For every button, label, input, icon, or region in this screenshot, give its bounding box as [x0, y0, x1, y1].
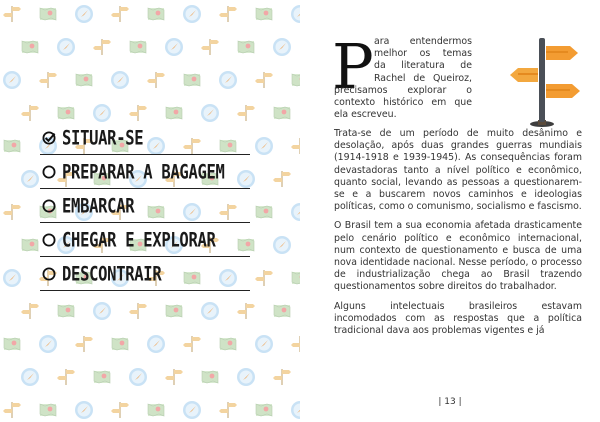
signpost-pattern-icon: [255, 270, 273, 286]
empty-circle-icon: [42, 233, 56, 247]
checklist-item-descontrair: [40, 257, 250, 291]
compass-pattern-icon: [129, 368, 147, 386]
checked-circle-icon: [42, 131, 56, 145]
empty-circle-icon: [42, 165, 56, 179]
compass-pattern-icon: [21, 368, 39, 386]
map-pattern-icon: [4, 140, 20, 152]
signpost-pattern-icon: [111, 402, 129, 418]
right-page: [300, 0, 600, 422]
map-pattern-icon: [166, 305, 182, 317]
compass-pattern-icon: [39, 335, 57, 353]
checklist-label: DESCONTRAIR: [62, 262, 162, 285]
checklist-item-embarcar: [40, 189, 250, 223]
page-number: | 13 |: [438, 397, 462, 407]
map-pattern-icon: [58, 107, 74, 119]
compass-pattern-icon: [111, 71, 129, 89]
drop-cap: P: [332, 30, 374, 103]
signpost-icon: [510, 36, 580, 128]
signpost-pattern-icon: [3, 6, 21, 22]
map-pattern-icon: [256, 8, 272, 20]
map-pattern-icon: [40, 8, 56, 20]
signpost-pattern-icon: [3, 402, 21, 418]
compass-pattern-icon: [147, 335, 165, 353]
checklist-item-chegar-e-explorar: [40, 223, 250, 257]
map-pattern-icon: [256, 206, 272, 218]
map-pattern-icon: [58, 305, 74, 317]
map-pattern-icon: [4, 338, 20, 350]
map-pattern-icon: [256, 404, 272, 416]
intro-line: ara entendermos: [374, 36, 472, 47]
intro-line: melhor os temas: [374, 48, 472, 60]
compass-pattern-icon: [291, 203, 300, 221]
compass-pattern-icon: [3, 269, 21, 287]
intro-line: contexto histórico em que: [334, 97, 472, 109]
signpost-pattern-icon: [39, 72, 57, 88]
map-pattern-icon: [94, 371, 110, 383]
intro-block: [332, 30, 582, 128]
compass-pattern-icon: [255, 137, 273, 155]
signpost-pattern-icon: [291, 138, 300, 154]
map-pattern-icon: [274, 107, 290, 119]
compass-pattern-icon: [219, 71, 237, 89]
signpost-pattern-icon: [183, 336, 201, 352]
map-pattern-icon: [112, 338, 128, 350]
paragraph: Alguns intelectuais brasileiros estavam incomodados com as respostas que a política tradicional dava aos problemas vigentes e já: [334, 300, 582, 337]
map-pattern-icon: [292, 272, 300, 284]
intro-paragraph: [332, 30, 472, 121]
signpost-pattern-icon: [291, 336, 300, 352]
map-pattern-icon: [130, 41, 146, 53]
checklist-label: PREPARAR A BAGAGEM: [62, 160, 225, 183]
intro-line: precisamos explorar o: [334, 84, 472, 96]
map-pattern-icon: [76, 74, 92, 86]
checklist-item-situar-se: [40, 121, 250, 155]
paragraph: Trata-se de um período de muito desânimo e desolação, após duas grandes guerras mundiais (1914-1918 e 1939-1945). As consequências foram devastadoras tanto a nível político e econômico, quanto social, levando as pessoas a questionarem-se e a buscarem novos caminhos e ideologias políticas, como o comunismo, socialismo e fascismo.: [334, 128, 582, 213]
signpost-pattern-icon: [93, 39, 111, 55]
signpost-pattern-icon: [255, 72, 273, 88]
signpost-pattern-icon: [129, 303, 147, 319]
signpost-pattern-icon: [237, 303, 255, 319]
compass-pattern-icon: [93, 302, 111, 320]
compass-pattern-icon: [75, 5, 93, 23]
signpost-pattern-icon: [165, 369, 183, 385]
signpost-pattern-icon: [219, 402, 237, 418]
compass-pattern-icon: [183, 401, 201, 419]
map-pattern-icon: [292, 74, 300, 86]
signpost-pattern-icon: [201, 39, 219, 55]
compass-pattern-icon: [273, 38, 291, 56]
signpost-pattern-icon: [21, 303, 39, 319]
compass-pattern-icon: [291, 5, 300, 23]
intro-line: ela escreveu.: [334, 109, 397, 121]
signpost-pattern-icon: [75, 336, 93, 352]
map-pattern-icon: [22, 41, 38, 53]
signpost-pattern-icon: [219, 6, 237, 22]
compass-pattern-icon: [21, 170, 39, 188]
map-pattern-icon: [148, 404, 164, 416]
signpost-pattern-icon: [129, 105, 147, 121]
map-pattern-icon: [238, 41, 254, 53]
map-pattern-icon: [202, 371, 218, 383]
intro-line: Rachel de Queiroz,: [374, 72, 472, 84]
compass-pattern-icon: [201, 104, 219, 122]
map-pattern-icon: [22, 239, 38, 251]
compass-pattern-icon: [57, 38, 75, 56]
empty-circle-icon: [42, 267, 56, 281]
map-pattern-icon: [166, 107, 182, 119]
compass-pattern-icon: [273, 236, 291, 254]
compass-pattern-icon: [75, 401, 93, 419]
compass-pattern-icon: [93, 104, 111, 122]
checklist-label: CHEGAR E EXPLORAR: [62, 228, 216, 251]
signpost-pattern-icon: [111, 6, 129, 22]
signpost-pattern-icon: [57, 369, 75, 385]
compass-pattern-icon: [291, 401, 300, 419]
body-text: [332, 30, 582, 344]
paragraph: O Brasil tem a sua economia afetada drasticamente pelo cenário político e econômico internacional, num contexto de questionamento e busca de uma nova identidade nacional. Nesse período, o processo de industrialização chega ao Brasil trazendo questionamentos sobre direitos do trabalhador.: [334, 220, 582, 293]
signpost-pattern-icon: [237, 105, 255, 121]
map-pattern-icon: [274, 305, 290, 317]
signpost-pattern-icon: [273, 369, 291, 385]
checklist-label: SITUAR-SE: [62, 126, 144, 149]
compass-pattern-icon: [183, 5, 201, 23]
compass-pattern-icon: [201, 302, 219, 320]
signpost-pattern-icon: [3, 204, 21, 220]
signpost-pattern-icon: [21, 105, 39, 121]
checklist-label: EMBARCAR: [62, 194, 135, 217]
empty-circle-icon: [42, 199, 56, 213]
compass-pattern-icon: [165, 38, 183, 56]
map-pattern-icon: [148, 8, 164, 20]
compass-pattern-icon: [255, 335, 273, 353]
signpost-pattern-icon: [147, 72, 165, 88]
checklist-item-preparar-a-bagagem: [40, 155, 250, 189]
intro-line: da literatura de: [374, 60, 472, 72]
travel-checklist: [40, 121, 250, 291]
map-pattern-icon: [220, 338, 236, 350]
signpost-pattern-icon: [273, 171, 291, 187]
compass-pattern-icon: [237, 368, 255, 386]
map-pattern-icon: [184, 74, 200, 86]
compass-pattern-icon: [3, 71, 21, 89]
map-pattern-icon: [40, 404, 56, 416]
